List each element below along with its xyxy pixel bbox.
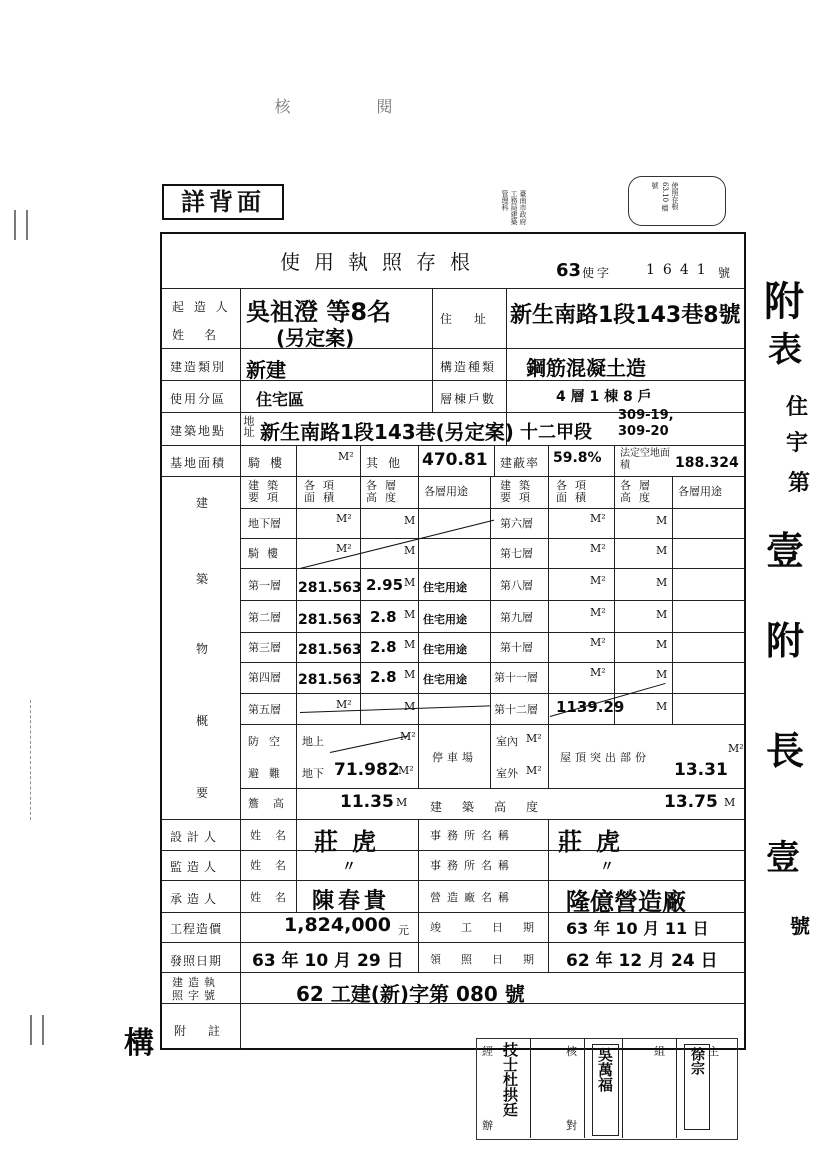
- eave-value: 11.35: [340, 792, 394, 812]
- builder-address: 新生南路1段143巷8號: [510, 303, 741, 328]
- signoff-col: 核: [566, 1045, 577, 1058]
- col-header-use: 各層用途: [424, 485, 468, 498]
- location-label: 建築地點: [170, 424, 227, 438]
- height-unit: M: [404, 514, 416, 527]
- right-edge-char: 附: [766, 619, 805, 663]
- rule: [162, 445, 745, 446]
- address-label: 住址: [440, 312, 509, 326]
- signoff-col: 主: [708, 1045, 719, 1058]
- contractor-name: 陳春貴: [312, 889, 391, 914]
- height-unit: M: [404, 638, 416, 651]
- right-floor-area: 1139.29: [556, 698, 625, 716]
- building-height-unit: M: [724, 796, 736, 809]
- height-unit: M: [404, 576, 416, 589]
- building-class-label: 建造類別: [170, 360, 227, 374]
- col-header-height: 各層高度: [366, 479, 404, 504]
- left-floor-height: 2.8: [370, 668, 397, 686]
- supervisor-name-label: 姓名: [250, 859, 300, 872]
- shelter-below: 地下: [302, 767, 324, 780]
- left-floor-height: 2.95: [366, 576, 404, 594]
- left-floor-area: 281.563: [298, 672, 362, 688]
- rule: [432, 288, 433, 380]
- builder-label-2: 姓名: [172, 328, 237, 342]
- supervisor-office: 〃: [600, 859, 614, 875]
- signoff-extra: 對: [566, 1119, 577, 1132]
- left-floor-name: 第五層: [248, 703, 281, 716]
- area-unit: M²: [590, 606, 606, 619]
- rule: [240, 662, 745, 663]
- area-unit: M²: [398, 764, 414, 777]
- permit-number-label: 使字: [582, 266, 613, 280]
- height-unit: M: [656, 544, 668, 557]
- rule: [490, 476, 491, 788]
- area-unit: M²: [526, 732, 542, 745]
- other-value: 470.81: [422, 450, 488, 470]
- right-edge-char: 壹: [766, 529, 805, 573]
- roof-value: 13.31: [674, 760, 728, 780]
- area-unit: M²: [590, 574, 606, 587]
- building-section-char-5: 要: [196, 786, 212, 800]
- permit-value: 62 工建(新)字第 080 號: [296, 982, 525, 1006]
- rule: [418, 445, 419, 476]
- right-edge-char: 附: [764, 279, 804, 325]
- rule: [162, 819, 745, 820]
- arcade-label: 騎樓: [248, 456, 293, 470]
- rule: [494, 445, 495, 476]
- top-stamp-1: 核: [272, 98, 291, 114]
- remarks-label: 附註: [174, 1024, 243, 1038]
- col-header-use-r: 各層用途: [678, 485, 722, 498]
- right-floor-name: 第十層: [500, 641, 533, 654]
- supervisor-office-label: 事務所名稱: [430, 859, 515, 872]
- structure-value: 鋼筋混凝土造: [526, 356, 646, 380]
- building-section-char-4: 概: [196, 714, 212, 728]
- rule: [360, 445, 361, 476]
- location-prefix: 地址: [242, 415, 255, 437]
- col-header-item: 建築要項: [248, 479, 286, 504]
- left-floor-name: 騎樓: [248, 547, 286, 560]
- right-edge-char: 住: [786, 395, 809, 420]
- builder-sub: (另定案): [276, 326, 355, 350]
- height-unit: M: [656, 608, 668, 621]
- rule: [548, 445, 549, 476]
- building-height-label: 建築高度: [430, 800, 559, 814]
- right-edge-char: 表: [768, 330, 802, 370]
- rule: [240, 693, 745, 694]
- coverage-value: 59.8%: [553, 450, 602, 466]
- left-floor-area: 281.563: [298, 580, 362, 596]
- issue-label: 發照日期: [170, 954, 223, 968]
- designer-office-label: 事務所名稱: [430, 829, 515, 842]
- rule: [530, 1038, 531, 1138]
- signoff-col: 組: [654, 1045, 665, 1058]
- rule: [432, 380, 433, 412]
- area-unit: M²: [526, 764, 542, 777]
- left-floor-name: 地下層: [248, 517, 281, 530]
- designer-label: 設計人: [170, 830, 222, 844]
- contractor-label: 承造人: [170, 892, 222, 906]
- roof-label: 屋頂突出部份: [560, 751, 650, 764]
- rule: [162, 972, 745, 973]
- left-floor-name: 第三層: [248, 641, 281, 654]
- form-title: 使用執照存根: [280, 250, 484, 274]
- location-value: 新生南路1段143巷(另定案): [260, 420, 514, 444]
- rule: [672, 476, 673, 724]
- area-unit: M²: [336, 698, 352, 711]
- designer-name: 莊虎: [314, 828, 390, 856]
- height-unit: M: [656, 638, 668, 651]
- left-floor-use: 住宅用途: [423, 613, 467, 626]
- col-header-area-r: 各項面積: [556, 479, 594, 504]
- area-unit: M²: [590, 542, 606, 555]
- completion-value: 63 年 10 月 11 日: [566, 919, 709, 938]
- location-lot-section: 十二甲段: [520, 422, 592, 443]
- cost-unit: 元: [398, 924, 409, 937]
- permit-number-suffix: 號: [718, 266, 734, 280]
- builder-name: 吳祖澄 等8名: [246, 298, 392, 326]
- right-edge-char: 第: [788, 471, 811, 496]
- height-unit: M: [656, 514, 668, 527]
- designer-name-label: 姓名: [250, 829, 300, 842]
- height-unit: M: [404, 608, 416, 621]
- permit-year: 63: [556, 260, 582, 281]
- area-unit: M²: [336, 512, 352, 525]
- contractor-name-label: 姓名: [250, 891, 300, 904]
- other-label: 其他: [366, 456, 411, 470]
- rule: [162, 880, 745, 881]
- rule: [162, 850, 745, 851]
- left-floor-use: 住宅用途: [423, 643, 467, 656]
- left-floor-name: 第二層: [248, 611, 281, 624]
- eave-label: 簷高: [248, 797, 298, 810]
- location-lot-numbers: 309-19, 309-20: [618, 408, 674, 439]
- rule: [418, 476, 419, 724]
- eave-unit: M: [396, 796, 408, 809]
- rule: [162, 942, 745, 943]
- height-unit: M: [404, 668, 416, 681]
- dept-right-note: 使照存根 63.10 檔號: [651, 182, 679, 212]
- left-floor-name: 第一層: [248, 579, 281, 592]
- rule: [240, 288, 241, 1049]
- shelter-label-1: 防空: [248, 735, 290, 748]
- right-edge-char: 宇: [786, 431, 809, 456]
- legal-area-value: 188.324: [675, 455, 739, 471]
- area-unit: M²: [728, 742, 744, 755]
- left-floor-use: 住宅用途: [423, 673, 467, 686]
- rule: [162, 348, 745, 349]
- receive-value: 62 年 12 月 24 日: [566, 951, 718, 971]
- detail-box: 詳背面: [162, 184, 284, 220]
- shelter-below-value: 71.982: [334, 760, 400, 780]
- left-floor-height: 2.8: [370, 608, 397, 626]
- col-header-height-r: 各層高度: [620, 479, 658, 504]
- area-unit: M²: [590, 512, 606, 525]
- left-floor-use: 住宅用途: [423, 581, 467, 594]
- height-unit: M: [404, 700, 416, 713]
- signoff-extra: 辦: [482, 1119, 493, 1132]
- height-unit: M: [404, 544, 416, 557]
- right-floor-name: 第八層: [500, 579, 533, 592]
- top-stamp-2: 閱: [374, 98, 393, 114]
- left-floor-height: 2.8: [370, 638, 397, 656]
- rule: [240, 788, 745, 789]
- left-margin-marks-2: [30, 700, 39, 820]
- contractor-firm: 隆億營造廠: [566, 888, 686, 916]
- structure-label: 構造種類: [440, 360, 497, 374]
- site-area-unit: M²: [338, 450, 354, 463]
- building-section-char-3: 物: [196, 642, 212, 656]
- height-unit: M: [656, 700, 668, 713]
- building-class-value: 新建: [246, 358, 286, 382]
- col-header-item-r: 建築要項: [500, 479, 538, 504]
- dept-header: 臺南市政府工務局建築管理科: [501, 190, 527, 225]
- use-zone-label: 使用分區: [170, 392, 227, 406]
- rule: [162, 288, 745, 289]
- signoff-stamp-1: 技士杜拱廷: [501, 1042, 519, 1117]
- rule: [162, 476, 745, 477]
- side-kanji-left: 構: [124, 1026, 154, 1061]
- issue-value: 63 年 10 月 29 日: [252, 951, 404, 971]
- rule: [240, 508, 745, 509]
- rule: [548, 476, 549, 724]
- signoff-stamp-2: 吳萬福: [592, 1044, 619, 1136]
- right-floor-name: 第十二層: [494, 703, 538, 716]
- right-floor-name: 第六層: [500, 517, 533, 530]
- cost-value: 1,824,000: [284, 914, 391, 936]
- right-edge-char: 長: [766, 729, 805, 773]
- col-header-area: 各項面積: [304, 479, 342, 504]
- rule: [240, 600, 745, 601]
- height-unit: M: [656, 668, 668, 681]
- rule: [676, 1038, 677, 1138]
- legal-area-label: 法定空地面積: [620, 448, 670, 471]
- rule: [584, 1038, 585, 1138]
- shelter-above: 地上: [302, 735, 324, 748]
- parking-indoor: 室內: [496, 735, 518, 748]
- rule: [614, 445, 615, 476]
- left-margin-marks: [14, 210, 28, 240]
- right-edge-char: 壹: [766, 838, 800, 878]
- permit-number: 1641: [646, 262, 714, 278]
- rule: [418, 724, 419, 788]
- height-unit: M: [656, 576, 668, 589]
- building-section-char-2: 築: [196, 572, 212, 586]
- rule: [296, 476, 297, 724]
- rule: [240, 538, 745, 539]
- signoff-col: 經: [482, 1045, 493, 1058]
- floors-value: 4 層 1 棟 8 戶: [556, 389, 652, 405]
- builder-label: 起 造 人: [172, 300, 231, 314]
- permit-label: 建造執照字號: [172, 976, 220, 1002]
- supervisor-label: 監造人: [170, 860, 222, 874]
- rule: [296, 724, 297, 788]
- right-floor-name: 第九層: [500, 611, 533, 624]
- coverage-label: 建蔽率: [500, 456, 540, 470]
- use-zone-value: 住宅區: [256, 390, 305, 409]
- area-unit: M²: [336, 542, 352, 555]
- site-area-label: 基地面積: [170, 456, 227, 470]
- signoff-stamp-3: 徐宗: [684, 1044, 710, 1130]
- area-unit: M²: [590, 666, 606, 679]
- right-floor-name: 第七層: [500, 547, 533, 560]
- rule: [240, 724, 745, 725]
- building-section-char-1: 建: [196, 496, 212, 510]
- completion-label: 竣工日期: [430, 921, 554, 934]
- parking-outdoor: 室外: [496, 767, 518, 780]
- supervisor-name: 〃: [342, 859, 356, 875]
- parking-label: 停車場: [432, 751, 477, 764]
- right-floor-name: 第十一層: [494, 671, 538, 684]
- receive-label: 領照日期: [430, 953, 554, 966]
- rule: [548, 724, 549, 788]
- rule: [418, 819, 419, 972]
- shelter-label-2: 避難: [248, 767, 290, 780]
- area-unit: M²: [400, 730, 416, 743]
- contractor-firm-label: 營造廠名稱: [430, 891, 515, 904]
- cost-label: 工程造價: [170, 922, 223, 936]
- right-edge-char: 號: [790, 914, 810, 938]
- building-height-value: 13.75: [664, 792, 718, 812]
- rule: [548, 819, 549, 972]
- area-unit: M²: [590, 636, 606, 649]
- rule: [296, 445, 297, 476]
- left-margin-marks-3: [30, 1015, 44, 1045]
- rule: [614, 476, 615, 724]
- rule: [240, 568, 745, 569]
- floors-label: 層棟戶數: [440, 392, 497, 406]
- left-floor-area: 281.563: [298, 642, 362, 658]
- designer-office: 莊虎: [558, 828, 634, 856]
- left-floor-area: 281.563: [298, 612, 362, 628]
- left-floor-name: 第四層: [248, 671, 281, 684]
- rule: [240, 632, 745, 633]
- rule: [622, 1038, 623, 1138]
